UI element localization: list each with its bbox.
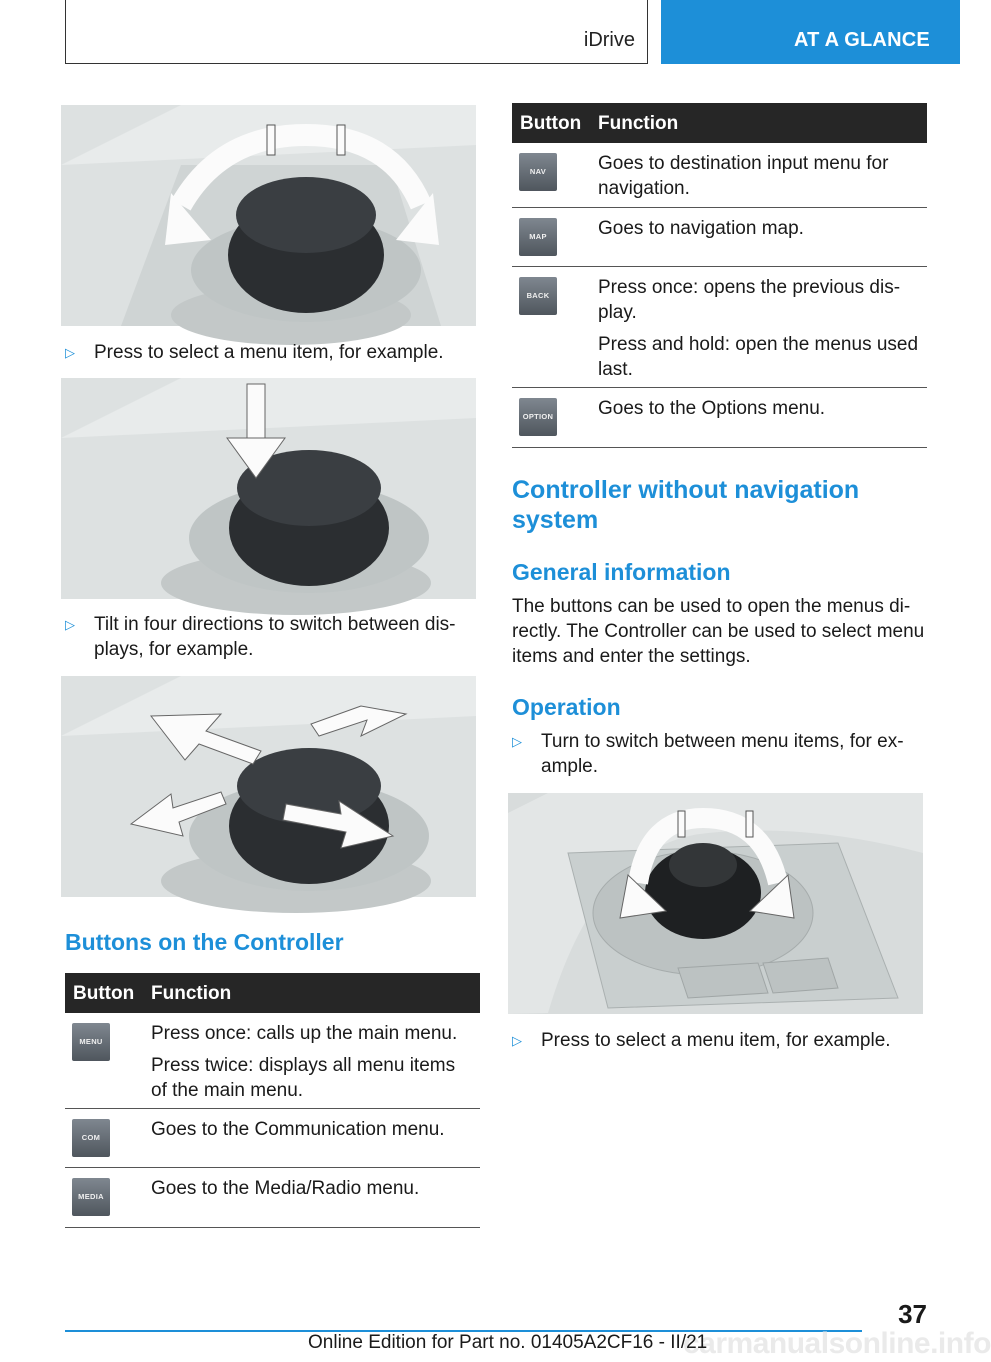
back-button-icon: BACK: [519, 277, 557, 315]
function-text: Press and hold: open the menus used last.: [598, 334, 919, 380]
table-row: [65, 1168, 480, 1228]
general-info-text: The buttons can be used to open the menus di‐rectly. The Controller can be used to select menu items and enter the settings.: [512, 596, 925, 667]
option-button-icon: OPTION: [519, 398, 557, 436]
bullet-press-select: ▷ Press to select a menu item, for example.: [65, 342, 444, 363]
bullet-triangle-icon: ▷: [512, 1033, 522, 1048]
watermark: carmanualsonline.info: [683, 1327, 991, 1360]
table-row: [512, 388, 927, 448]
page-number: 37: [898, 1299, 927, 1329]
column-header-function: Function: [151, 983, 232, 1004]
function-text: Goes to destination input menu for navigation.: [598, 153, 889, 199]
table-header: [512, 103, 927, 143]
column-header-button: Button: [73, 983, 135, 1004]
table-row: [65, 1013, 480, 1109]
controller-photo-turn-no-nav: [508, 793, 923, 1014]
bullet-triangle-icon: ▷: [65, 345, 75, 360]
column-header-function: Function: [598, 113, 679, 134]
function-text: Press once: calls up the main menu.: [151, 1023, 458, 1044]
table-header: [65, 973, 480, 1013]
controller-photo-tilt: [61, 676, 476, 897]
header-left-box: [65, 0, 648, 64]
bullet-triangle-icon: ▷: [512, 734, 522, 749]
general-info-heading: General information: [512, 559, 731, 585]
nav-button-icon: NAV: [519, 153, 557, 191]
table-row: [512, 267, 927, 388]
bullet-turn-switch: ▷ Turn to switch between menu items, for ex‐ample.: [512, 731, 904, 777]
buttons-table-right: [512, 103, 927, 448]
com-button-icon: COM: [72, 1119, 110, 1157]
function-text: Goes to the Options menu.: [598, 398, 826, 419]
function-text: Goes to the Communication menu.: [151, 1119, 445, 1140]
buttons-heading: Buttons on the Controller: [65, 929, 344, 955]
map-button-icon: MAP: [519, 218, 557, 256]
function-text: Press twice: displays all menu items of the main menu.: [151, 1055, 456, 1101]
bullet-triangle-icon: ▷: [65, 617, 75, 632]
section-heading: Controller without navigation system: [512, 476, 860, 534]
header-chapter-title: AT A GLANCE: [794, 29, 930, 51]
bullet-tilt-switch: ▷ Tilt in four directions to switch between dis‐plays, for example.: [65, 614, 456, 660]
controller-photo-press: [61, 378, 476, 599]
table-row: [65, 1109, 480, 1168]
table-row: [512, 143, 927, 208]
table-row: [512, 208, 927, 267]
function-text: Goes to the Media/Radio menu.: [151, 1178, 420, 1199]
media-button-icon: MEDIA: [72, 1178, 110, 1216]
operation-heading: Operation: [512, 694, 621, 720]
controller-photo-turn: [61, 105, 476, 326]
header-chapter-box: [661, 0, 960, 64]
buttons-table-left: [65, 973, 480, 1228]
column-header-button: Button: [520, 113, 582, 134]
function-text: Press once: opens the previous dis‐play.: [598, 277, 901, 323]
menu-button-icon: MENU: [72, 1023, 110, 1061]
function-text: Goes to navigation map.: [598, 218, 804, 239]
footer-edition: Online Edition for Part no. 01405A2CF16 - II/21: [308, 1332, 708, 1353]
bullet-press-select-2: ▷ Press to select a menu item, for example.: [512, 1030, 891, 1051]
header-section-title: iDrive: [583, 29, 635, 51]
